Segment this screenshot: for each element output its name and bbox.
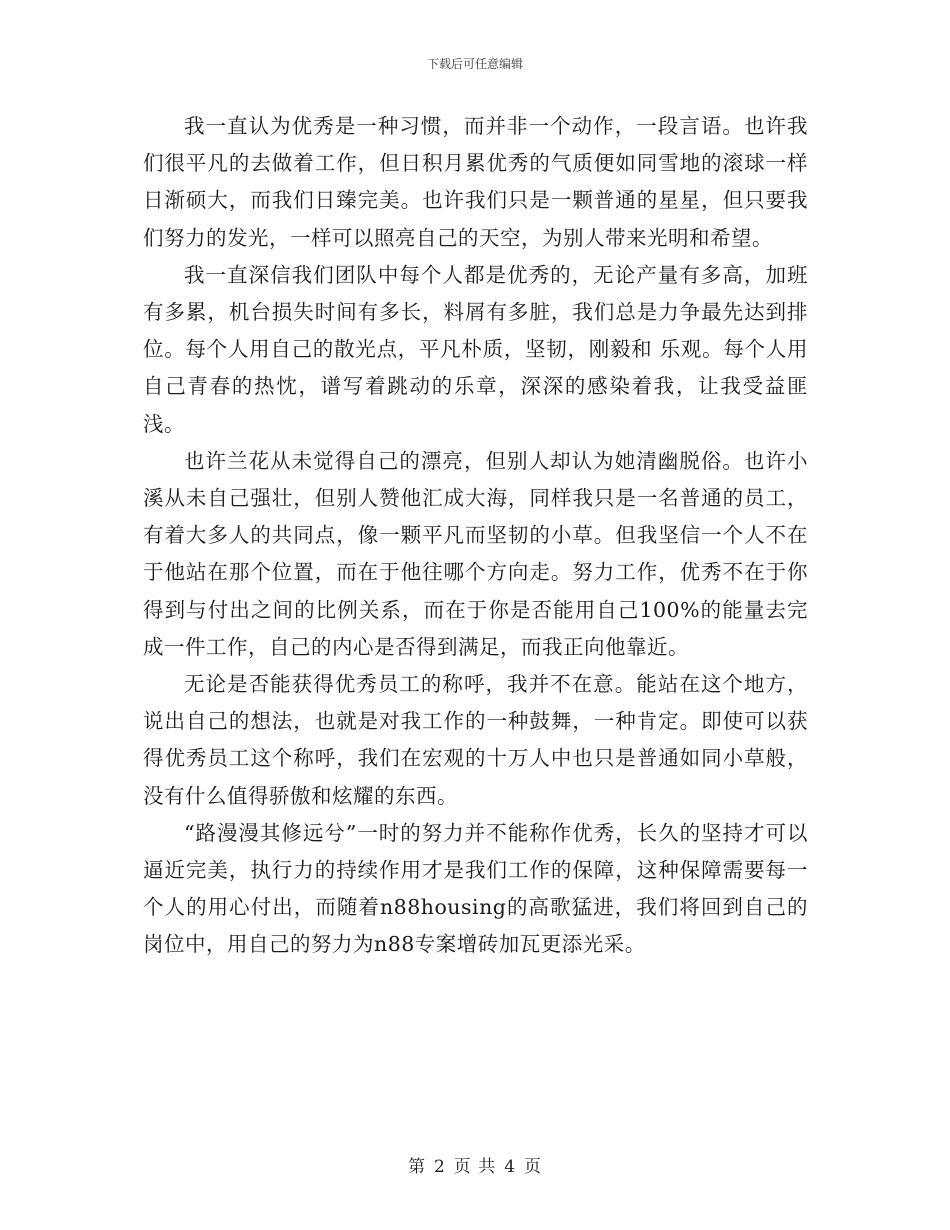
footer-prefix: 第 xyxy=(407,1157,426,1177)
paragraph-2: 我一直深信我们团队中每个人都是优秀的，无论产量有多高，加班有多累，机台损失时间有多长，料屑有多脏，我们总是力争最先达到排位。每个人用自己的散光点，平凡朴质，坚韧，刚毅和 乐观。每个人用自己青春的热忱，谱写着跳动的乐章，深深的感染着我，让我受益匪浅。 xyxy=(143,262,808,436)
page-footer xyxy=(0,1152,950,1177)
footer-total-pages: 4 xyxy=(504,1157,517,1177)
footer-suffix: 页 xyxy=(524,1157,543,1177)
paragraph-5: “路漫漫其修远兮”一时的努力并不能称作优秀，长久的坚持才可以逼近完美，执行力的持续作用才是我们工作的保障，这种保障需要每一个人的用心付出，而随着n88housing的高歌猛进，我们将回到自己的岗位中，用自己的努力为n88专案增砖加瓦更添光采。 xyxy=(143,820,808,957)
paragraph-3: 也许兰花从未觉得自己的漂亮，但别人却认为她清幽脱俗。也许小溪从未自己强壮，但别人赞他汇成大海，同样我只是一名普通的员工，有着大多人的共同点，像一颗平凡而坚韧的小草。但我坚信一个人不在于他站在那个位置，而在于他往哪个方向走。努力工作，优秀不在于你得到与付出之间的比例关系，而在于你是否能用自己100%的能量去完成一件工作，自己的内心是否得到满足，而我正向他靠近。 xyxy=(143,448,808,659)
footer-middle: 页 共 xyxy=(453,1157,497,1177)
document-body xyxy=(143,108,808,964)
paragraph-4: 无论是否能获得优秀员工的称呼，我并不在意。能站在这个地方，说出自己的想法，也就是对我工作的一种鼓舞，一种肯定。即使可以获得优秀员工这个称呼，我们在宏观的十万人中也只是普通如同小草般，没有什么值得骄傲和炫耀的东西。 xyxy=(143,672,808,808)
paragraph-1: 我一直认为优秀是一种习惯，而并非一个动作，一段言语。也许我们很平凡的去做着工作，但日积月累优秀的气质便如同雪地的滚球一样日渐硕大，而我们日臻完美。也许我们只是一颗普通的星星，但只要我们努力的发光，一样可以照亮自己的天空，为别人带来光明和希望。 xyxy=(143,114,808,250)
header-note: 下载后可任意编辑 xyxy=(426,57,523,71)
footer-current-page: 2 xyxy=(433,1157,446,1177)
